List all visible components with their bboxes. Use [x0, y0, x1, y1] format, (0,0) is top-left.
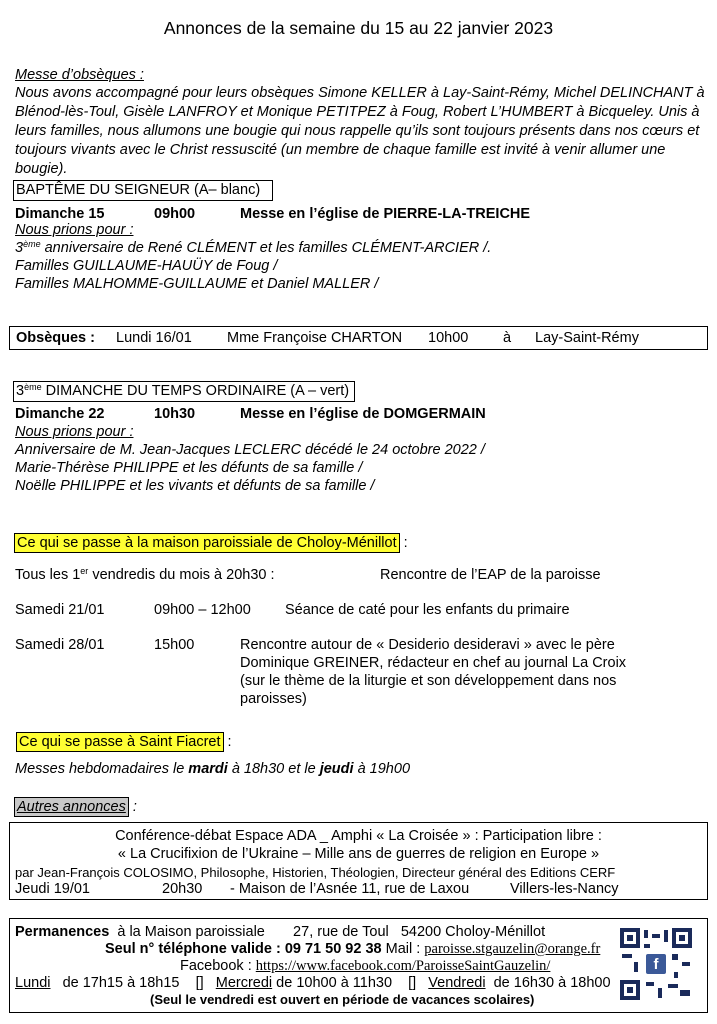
dimanche3-line1: Anniversaire de M. Jean-Jacques LECLERC décédé le 24 octobre 2022 /	[15, 442, 485, 458]
obseques-box-label: Obsèques :	[16, 330, 95, 346]
maison-row3-time: 15h00	[154, 637, 195, 653]
obseques-box-place: Lay-Saint-Rémy	[535, 330, 639, 346]
fiacret-heading-row: Ce qui se passe à Saint Fiacret :	[16, 734, 232, 750]
permanences-note: (Seul le vendredi est ouvert en période de vacances scolaires)	[150, 992, 535, 1007]
bapteme-line1: 3ème anniversaire de René CLÉMENT et les familles CLÉMENT-ARCIER /.	[15, 239, 492, 256]
maison-row2-date: Samedi 21/01	[15, 602, 105, 618]
page-title: Annonces de la semaine du 15 au 22 janvier 2023	[163, 18, 554, 38]
dimanche3-heading-box	[13, 381, 355, 402]
phone-number: Seul n° téléphone valide : 09 71 50 92 38	[105, 941, 382, 957]
autres-line4-time: 20h30	[162, 881, 203, 897]
bapteme-heading-box	[13, 180, 273, 201]
maison-heading: Ce qui se passe à la maison paroissiale de Choloy-Ménillot	[14, 533, 400, 553]
fiacret-heading: Ce qui se passe à Saint Fiacret	[16, 732, 224, 752]
maison-row2-time: 09h00 – 12h00	[154, 602, 251, 618]
autres-box	[9, 822, 708, 900]
dimanche3-line2: Marie-Thérèse PHILIPPE et les défunts de sa famille /	[15, 460, 363, 476]
obseques-box-a: à	[503, 330, 512, 346]
autres-line4-city: Villers-les-Nancy	[510, 881, 619, 897]
maison-row1-label: Tous les 1er vendredis du mois à 20h30 :	[15, 566, 275, 583]
bapteme-prions: Nous prions pour :	[15, 222, 134, 238]
permanences-facebook: Facebook : https://www.facebook.com/ParoisseSaintGauzelin/	[180, 958, 551, 974]
facebook-icon: f	[646, 954, 666, 974]
maison-row3-line2: Dominique GREINER, rédacteur en chef au journal La Croix	[240, 655, 627, 671]
dimanche3-day: Dimanche 22	[15, 406, 105, 422]
bapteme-line3: Familles MALHOMME-GUILLAUME et Daniel MALLER /	[15, 276, 379, 292]
facebook-link[interactable]: https://www.facebook.com/ParoisseSaintGauzelin/	[255, 958, 551, 974]
dimanche3-heading: 3ème DIMANCHE DU TEMPS ORDINAIRE (A – vert)	[16, 382, 350, 399]
maison-row3-line3: (sur le thème de la liturgie et son développement dans nos	[240, 673, 617, 689]
dimanche3-time: 10h30	[154, 406, 196, 422]
bapteme-line2: Familles GUILLAUME-HAUÜY de Foug /	[15, 258, 278, 274]
obseques-box-date: Lundi 16/01	[116, 330, 192, 346]
fiacret-text: Messes hebdomadaires le mardi à 18h30 et le jeudi à 19h00	[15, 761, 411, 777]
obseques-box-name: Mme Françoise CHARTON	[227, 330, 403, 346]
autres-heading-row: Autres annonces :	[14, 799, 137, 815]
maison-row3-date: Samedi 28/01	[15, 637, 105, 653]
permanences-contact: Seul n° téléphone valide : 09 71 50 92 38 Mail : paroisse.stgauzelin@orange.fr	[105, 941, 601, 957]
bapteme-mass: Messe en l’église de PIERRE-LA-TREICHE	[240, 206, 531, 222]
maison-row1-event: Rencontre de l’EAP de la paroisse	[380, 567, 601, 583]
obseques-box-time: 10h00	[428, 330, 469, 346]
email-link[interactable]: paroisse.stgauzelin@orange.fr	[424, 941, 601, 957]
bapteme-time: 09h00	[154, 206, 196, 222]
obseques-text: Nous avons accompagné pour leurs obsèques Simone KELLER à Lay-Saint-Rémy, Michel DELINCHANT à Blénod-lès-Toul, Gisèle LANFROY et Monique PETITPEZ à Foug, Robert L’HUMBERT à Bicqueley. Unis à leurs familles, nous allumons une bougie qui nous rappelle qu’ils sont toujours présents dans nos cœurs et toujours vivants avec le Christ ressuscité (un membre de chaque famille est invité à venir allumer une bougie).	[15, 85, 705, 177]
autres-heading: Autres annonces	[14, 797, 129, 817]
autres-line1: Conférence-débat Espace ADA _ Amphi « La Croisée » : Participation libre :	[115, 828, 602, 844]
autres-line4-place: - Maison de l’Asnée 11, rue de Laxou	[230, 881, 470, 897]
permanences-box	[9, 918, 708, 1013]
maison-row2-event: Séance de caté pour les enfants du primaire	[285, 602, 570, 618]
obseques-box	[9, 326, 708, 350]
dimanche3-mass: Messe en l’église de DOMGERMAIN	[240, 406, 486, 422]
bapteme-heading: BAPTÊME DU SEIGNEUR (A– blanc)	[16, 182, 261, 198]
permanences-line1: Permanences à la Maison paroissiale 27, rue de Toul 54200 Choloy-Ménillot	[15, 924, 546, 940]
obseques-heading: Messe d’obsèques :	[15, 67, 144, 83]
maison-row3-line1: Rencontre autour de « Desiderio desideravi » avec le père	[240, 637, 615, 653]
dimanche3-prions: Nous prions pour :	[15, 424, 134, 440]
autres-line2: « La Crucifixion de l’Ukraine – Mille ans de guerres de religion en Europe »	[117, 846, 600, 862]
bapteme-day: Dimanche 15	[15, 206, 105, 222]
autres-line3: par Jean-François COLOSIMO, Philosophe, Historien, Théologien, Directeur général des Editions CERF	[15, 865, 616, 880]
qr-code-facebook-icon[interactable]	[620, 928, 692, 1000]
maison-row3-line4: paroisses)	[240, 691, 307, 707]
permanences-hours: Lundi de 17h15 à 18h15 [] Mercredi de 10h00 à 11h30 [] Vendredi de 16h30 à 18h00	[15, 975, 611, 991]
dimanche3-line3: Noëlle PHILIPPE et les vivants et défunts de sa famille /	[15, 478, 375, 494]
autres-line4-date: Jeudi 19/01	[15, 881, 90, 897]
maison-heading-row: Ce qui se passe à la maison paroissiale de Choloy-Ménillot :	[14, 535, 408, 551]
